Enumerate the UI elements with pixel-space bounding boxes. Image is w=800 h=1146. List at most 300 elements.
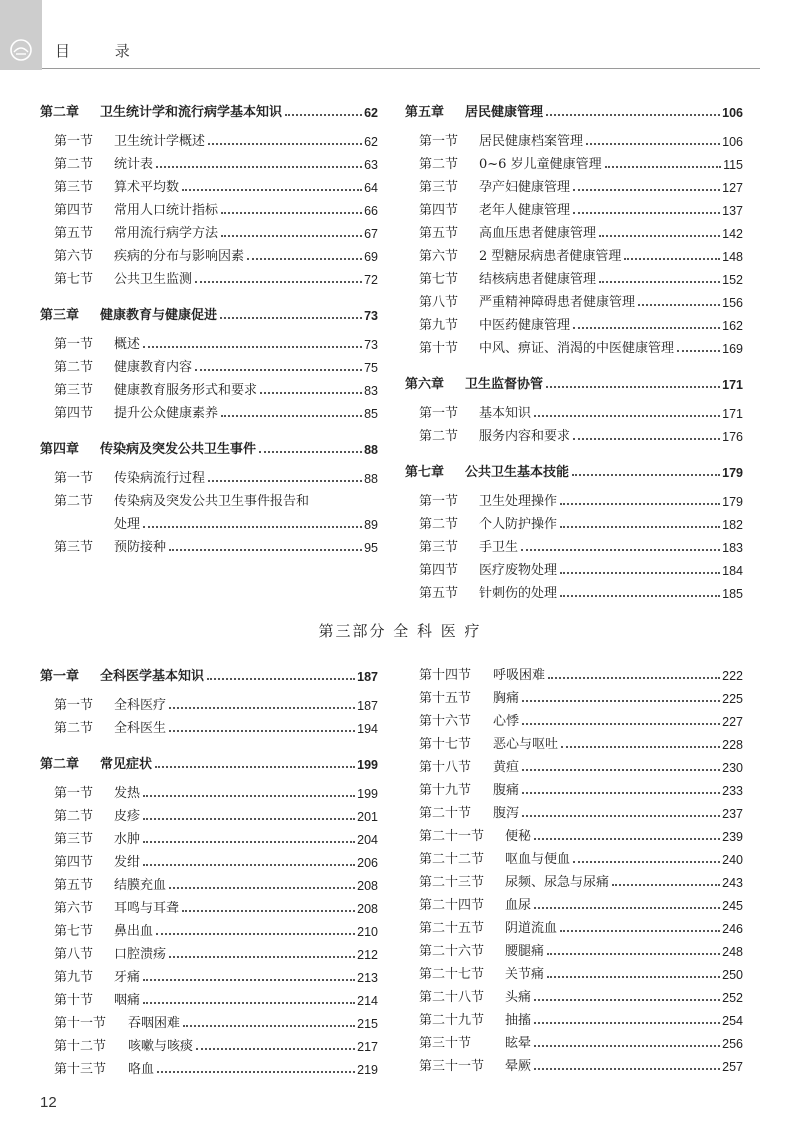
toc-section-entry[interactable] [405, 241, 743, 264]
section-number: 第二十八节 [419, 990, 485, 1005]
toc-section-entry[interactable] [405, 126, 743, 149]
leader-dots [548, 663, 720, 679]
section-title: 结核病患者健康管理 [479, 272, 597, 287]
leader-dots [143, 850, 355, 866]
section-number: 第九节 [54, 970, 94, 985]
section-number: 第一节 [54, 471, 94, 486]
page-ref: 62 [364, 106, 378, 120]
chapter-title: 传染病及突发公共卫生事件 [100, 442, 257, 457]
page-ref: 185 [722, 587, 743, 601]
page-ref: 179 [722, 466, 743, 480]
page-ref: 179 [722, 495, 743, 509]
section-number: 第三节 [54, 540, 94, 555]
page-ref: 88 [364, 443, 378, 457]
section-number: 第四节 [54, 855, 94, 870]
section-number: 第十五节 [419, 691, 472, 706]
page-ref: 233 [722, 784, 743, 798]
section-number: 第五节 [419, 586, 459, 601]
page-ref: 199 [357, 787, 378, 801]
toc-column-bottom-left [40, 660, 378, 1077]
leader-dots [247, 244, 362, 260]
toc-section-entry[interactable] [40, 264, 378, 287]
section-number: 第十一节 [54, 1016, 107, 1031]
page-ref: 230 [722, 761, 743, 775]
page-ref: 208 [357, 879, 378, 893]
page-ref: 206 [357, 856, 378, 870]
leader-dots [196, 1034, 355, 1050]
leader-dots [534, 1031, 720, 1047]
leader-dots [560, 489, 720, 505]
leader-dots [143, 965, 355, 981]
toc-section-entry[interactable] [405, 264, 743, 287]
page-ref: 156 [722, 296, 743, 310]
toc-section-entry[interactable] [405, 798, 743, 821]
toc-section-entry[interactable] [405, 683, 743, 706]
toc-section-entry[interactable] [40, 1031, 378, 1054]
section-number: 第二十四节 [419, 898, 485, 913]
chapter-number: 第四章 [40, 442, 80, 457]
page-ref: 62 [364, 135, 378, 149]
toc-section-entry[interactable] [40, 916, 378, 939]
chapter-number: 第二章 [40, 105, 80, 120]
page-ref: 212 [357, 948, 378, 962]
section-number: 第十三节 [54, 1062, 107, 1077]
toc-section-entry[interactable] [405, 486, 743, 509]
page-ref: 75 [364, 361, 378, 375]
section-number: 第二十节 [419, 806, 472, 821]
section-number: 第一节 [54, 698, 94, 713]
toc-section-entry[interactable] [405, 890, 743, 913]
toc-section-entry[interactable] [40, 532, 378, 555]
section-number: 第七节 [54, 272, 94, 287]
toc-section-entry[interactable] [405, 149, 743, 172]
page-ref: 106 [722, 135, 743, 149]
toc-section-entry[interactable] [40, 195, 378, 218]
toc-section-entry[interactable] [40, 801, 378, 824]
toc-section-entry[interactable] [40, 329, 378, 352]
toc-section-entry[interactable] [405, 421, 743, 444]
section-number: 第二节 [419, 157, 459, 172]
section-title: 服务内容和要求 [479, 429, 571, 444]
page-ref: 182 [722, 518, 743, 532]
section-title: 严重精神障碍患者健康管理 [479, 295, 636, 310]
page-ref: 127 [722, 181, 743, 195]
leader-dots [195, 267, 362, 283]
section-title: 全科医疗 [114, 698, 167, 713]
toc-section-entry[interactable] [405, 1028, 743, 1051]
toc-section-entry[interactable] [40, 939, 378, 962]
toc-section-entry[interactable] [405, 310, 743, 333]
leader-dots [208, 129, 362, 145]
section-number: 第三节 [54, 383, 94, 398]
leader-dots [208, 466, 362, 482]
toc-section-entry[interactable] [40, 398, 378, 421]
toc-section-entry[interactable] [405, 752, 743, 775]
section-number: 第十四节 [419, 668, 472, 683]
section-title: 概述 [114, 337, 141, 352]
toc-section-entry[interactable] [40, 778, 378, 801]
leader-dots [182, 175, 362, 191]
section-title: 公共卫生监测 [114, 272, 193, 287]
toc-section-entry[interactable] [40, 870, 378, 893]
section-number: 第十节 [54, 993, 94, 1008]
section-number: 第二节 [54, 809, 94, 824]
page-ref: 201 [357, 810, 378, 824]
toc-section-entry[interactable] [405, 172, 743, 195]
section-title: 0~6 岁儿童健康管理 [479, 157, 602, 172]
section-number: 第五节 [54, 878, 94, 893]
toc-section-entry[interactable] [405, 936, 743, 959]
section-number: 第一节 [419, 494, 459, 509]
chapter-number: 第三章 [40, 308, 80, 323]
page-ref: 217 [357, 1040, 378, 1054]
section-title: 血尿 [505, 898, 532, 913]
toc-section-entry[interactable] [405, 982, 743, 1005]
section-number: 第一节 [54, 786, 94, 801]
section-title: 吞咽困难 [128, 1016, 181, 1031]
section-title: 腰腿痛 [505, 944, 545, 959]
page-ref: 171 [722, 378, 743, 392]
page-ref: 152 [722, 273, 743, 287]
leader-dots [143, 781, 355, 797]
leader-dots [560, 916, 720, 932]
leader-dots [221, 401, 362, 417]
page-ref: 142 [722, 227, 743, 241]
section-title: 高血压患者健康管理 [479, 226, 597, 241]
section-number: 第二十九节 [419, 1013, 485, 1028]
section-number: 第十二节 [54, 1039, 107, 1054]
page-ref: 225 [722, 692, 743, 706]
section-title: 中风、痹证、消渴的中医健康管理 [479, 341, 675, 356]
section-number: 第二节 [54, 360, 94, 375]
section-number: 第十七节 [419, 737, 472, 752]
toc-chapter-entry[interactable] [40, 433, 378, 457]
chapter-title: 健康教育与健康促进 [100, 308, 218, 323]
section-number: 第二节 [54, 721, 94, 736]
toc-section-entry[interactable] [405, 867, 743, 890]
section-title: 统计表 [114, 157, 154, 172]
toc-section-entry[interactable] [405, 1051, 743, 1074]
leader-dots [143, 512, 362, 528]
section-title: 提升公众健康素养 [114, 406, 219, 421]
section-title: 2 型糖尿病患者健康管理 [479, 249, 622, 264]
section-title: 常用流行病学方法 [114, 226, 219, 241]
section-title: 医疗废物处理 [479, 563, 558, 578]
leader-dots [157, 1057, 355, 1073]
section-title: 基本知识 [479, 406, 532, 421]
section-number: 第一节 [419, 406, 459, 421]
page-ref: 162 [722, 319, 743, 333]
leader-dots [573, 198, 720, 214]
toc-section-entry[interactable] [40, 690, 378, 713]
part-title: 第三部分 全 科 医 疗 [318, 622, 482, 640]
section-number: 第二节 [54, 157, 94, 172]
section-number: 第八节 [54, 947, 94, 962]
page-ref: 89 [364, 518, 378, 532]
leader-dots [522, 801, 720, 817]
toc-section-entry[interactable] [40, 463, 378, 486]
leader-dots [534, 401, 720, 417]
chapter-title: 全科医学基本知识 [100, 669, 205, 684]
section-title: 腹痛 [493, 783, 520, 798]
page-ref: 95 [364, 541, 378, 555]
leader-dots [599, 267, 720, 283]
leader-dots [143, 804, 355, 820]
leader-dots [156, 152, 362, 168]
toc-section-entry[interactable] [40, 241, 378, 264]
leader-dots [547, 939, 720, 955]
page-ref: 169 [722, 342, 743, 356]
page-ref: 137 [722, 204, 743, 218]
section-title: 胸痛 [493, 691, 520, 706]
toc-section-entry[interactable] [405, 1005, 743, 1028]
section-title: 卫生统计学概述 [114, 134, 206, 149]
toc-section-continuation[interactable] [40, 509, 378, 532]
leader-dots [143, 332, 362, 348]
leader-dots [534, 985, 720, 1001]
leader-dots [638, 290, 720, 306]
leader-dots [156, 919, 355, 935]
section-title: 皮疹 [114, 809, 141, 824]
page-ref: 246 [722, 922, 743, 936]
section-title: 腹泻 [493, 806, 520, 821]
toc-section-entry[interactable] [40, 962, 378, 985]
section-title: 发绀 [114, 855, 141, 870]
section-title: 咯血 [128, 1062, 155, 1077]
section-title: 个人防护操作 [479, 517, 558, 532]
toc-chapter-entry[interactable] [405, 456, 743, 480]
toc-section-entry[interactable] [405, 821, 743, 844]
chapter-number: 第二章 [40, 757, 80, 772]
section-title: 晕厥 [505, 1059, 532, 1074]
section-title: 传染病流行过程 [114, 471, 206, 486]
section-number: 第四节 [419, 203, 459, 218]
section-number: 第三十节 [419, 1036, 472, 1051]
leader-dots [534, 1008, 720, 1024]
toc-chapter-entry[interactable] [40, 96, 378, 120]
toc-section-entry[interactable] [40, 126, 378, 149]
leader-dots [573, 175, 720, 191]
leader-dots [143, 988, 355, 1004]
leader-dots [169, 693, 355, 709]
section-title: 呕血与便血 [505, 852, 571, 867]
leader-dots [573, 424, 720, 440]
toc-section-entry[interactable] [405, 660, 743, 683]
section-title: 阴道流血 [505, 921, 558, 936]
chapter-number: 第五章 [405, 105, 445, 120]
toc-section-entry[interactable] [405, 333, 743, 356]
toc-section-entry[interactable] [40, 824, 378, 847]
leader-dots [522, 686, 720, 702]
toc-section-entry[interactable] [405, 706, 743, 729]
section-title: 孕产妇健康管理 [479, 180, 571, 195]
page-ref: 69 [364, 250, 378, 264]
toc-section-entry[interactable] [405, 844, 743, 867]
leader-dots [195, 355, 362, 371]
section-title: 预防接种 [114, 540, 167, 555]
toc-chapter-entry[interactable] [40, 660, 378, 684]
toc-section-entry[interactable] [405, 729, 743, 752]
section-number: 第九节 [419, 318, 459, 333]
section-number: 第十九节 [419, 783, 472, 798]
leader-dots [220, 303, 362, 319]
section-title: 鼻出血 [114, 924, 154, 939]
leader-dots [546, 100, 720, 116]
leader-dots [169, 942, 355, 958]
page-ref: 245 [722, 899, 743, 913]
page-ref: 219 [357, 1063, 378, 1077]
page-ref: 85 [364, 407, 378, 421]
leader-dots [182, 896, 355, 912]
toc-chapter-entry[interactable] [405, 368, 743, 392]
toc-section-entry[interactable] [405, 578, 743, 601]
section-number: 第二十六节 [419, 944, 485, 959]
leader-dots [183, 1011, 355, 1027]
leader-dots [169, 873, 355, 889]
toc-section-entry[interactable] [405, 555, 743, 578]
page-ref: 187 [357, 670, 378, 684]
toc-section-entry[interactable] [40, 893, 378, 916]
page-ref: 184 [722, 564, 743, 578]
leader-dots [143, 827, 355, 843]
section-title: 全科医生 [114, 721, 167, 736]
page-ref: 208 [357, 902, 378, 916]
page-ref: 88 [364, 472, 378, 486]
toc-section-entry[interactable] [405, 959, 743, 982]
leader-dots [285, 100, 362, 116]
section-number: 第二节 [419, 517, 459, 532]
section-title: 牙痛 [114, 970, 141, 985]
page-ref: 67 [364, 227, 378, 241]
leader-dots [599, 221, 720, 237]
section-number: 第三节 [54, 180, 94, 195]
page-ref: 228 [722, 738, 743, 752]
toc-section-entry[interactable] [405, 398, 743, 421]
page-ref: 115 [723, 158, 743, 172]
toc-section-entry[interactable] [40, 218, 378, 241]
section-title: 尿频、尿急与尿痛 [505, 875, 610, 890]
leader-dots [560, 512, 720, 528]
toc-section-entry[interactable] [405, 775, 743, 798]
toc-section-entry[interactable] [40, 1008, 378, 1031]
section-number: 第六节 [54, 249, 94, 264]
leader-dots [169, 535, 362, 551]
section-number: 第三节 [419, 180, 459, 195]
section-number: 第三十一节 [419, 1059, 485, 1074]
toc-section-entry[interactable] [405, 218, 743, 241]
section-title: 心悸 [493, 714, 520, 729]
toc-section-entry[interactable] [40, 375, 378, 398]
leader-dots [547, 962, 720, 978]
leader-dots [259, 437, 362, 453]
leader-dots [221, 221, 362, 237]
page-ref: 250 [722, 968, 743, 982]
section-number: 第三节 [54, 832, 94, 847]
page-ref: 227 [722, 715, 743, 729]
toc-section-entry[interactable] [405, 509, 743, 532]
toc-section-entry[interactable] [40, 713, 378, 736]
page-ref: 106 [722, 106, 743, 120]
section-title: 发热 [114, 786, 141, 801]
section-number: 第十八节 [419, 760, 472, 775]
section-number: 第二节 [419, 429, 459, 444]
page-number: 12 [40, 1094, 57, 1111]
page-ref: 72 [364, 273, 378, 287]
page-ref: 240 [722, 853, 743, 867]
toc-column-top-left [40, 96, 378, 555]
leader-dots [169, 716, 355, 732]
section-title: 处理 [114, 517, 141, 532]
section-title: 传染病及突发公共卫生事件报告和 [114, 494, 310, 509]
leader-dots [521, 535, 720, 551]
section-number: 第二节 [54, 494, 94, 509]
toc-section-entry[interactable] [40, 352, 378, 375]
page-ref: 148 [722, 250, 743, 264]
page-ref: 256 [722, 1037, 743, 1051]
leader-dots [677, 336, 720, 352]
leader-dots [221, 198, 362, 214]
leader-dots [260, 378, 362, 394]
page-ref: 237 [722, 807, 743, 821]
section-number: 第三节 [419, 540, 459, 555]
page-ref: 254 [722, 1014, 743, 1028]
leader-dots [546, 372, 720, 388]
section-title: 眩晕 [505, 1036, 532, 1051]
leader-dots [207, 664, 355, 680]
toc-column-bottom-right [405, 660, 743, 1074]
page-header-title: 目 录 [55, 42, 150, 60]
leader-dots [624, 244, 720, 260]
section-title: 恶心与呕吐 [493, 737, 559, 752]
leader-dots [573, 847, 720, 863]
toc-section-entry[interactable] [40, 985, 378, 1008]
section-title: 黄疸 [493, 760, 520, 775]
toc-chapter-entry[interactable] [405, 96, 743, 120]
toc-section-entry[interactable] [405, 532, 743, 555]
page-ref: 239 [722, 830, 743, 844]
chapter-number: 第一章 [40, 669, 80, 684]
section-title: 老年人健康管理 [479, 203, 571, 218]
leader-dots [561, 732, 720, 748]
page-ref: 83 [364, 384, 378, 398]
page-ref: 63 [364, 158, 378, 172]
section-title: 疾病的分布与影响因素 [114, 249, 245, 264]
toc-section-entry[interactable] [40, 1054, 378, 1077]
section-number: 第二十二节 [419, 852, 485, 867]
toc-section-entry[interactable] [40, 847, 378, 870]
leader-dots [560, 581, 720, 597]
toc-section-entry[interactable] [405, 195, 743, 218]
toc-section-entry[interactable] [40, 486, 378, 509]
toc-section-entry[interactable] [405, 913, 743, 936]
section-title: 耳鸣与耳聋 [114, 901, 180, 916]
toc-chapter-entry[interactable] [40, 748, 378, 772]
section-title: 算术平均数 [114, 180, 180, 195]
section-number: 第七节 [419, 272, 459, 287]
section-number: 第四节 [54, 203, 94, 218]
page-ref: 252 [722, 991, 743, 1005]
section-title: 抽搐 [505, 1013, 532, 1028]
toc-section-entry[interactable] [40, 172, 378, 195]
section-title: 健康教育内容 [114, 360, 193, 375]
toc-section-entry[interactable] [40, 149, 378, 172]
chapter-title: 卫生监督协管 [465, 377, 544, 392]
leader-dots [155, 752, 355, 768]
toc-section-entry[interactable] [405, 287, 743, 310]
leader-dots [534, 893, 720, 909]
toc-chapter-entry[interactable] [40, 299, 378, 323]
section-number: 第五节 [54, 226, 94, 241]
